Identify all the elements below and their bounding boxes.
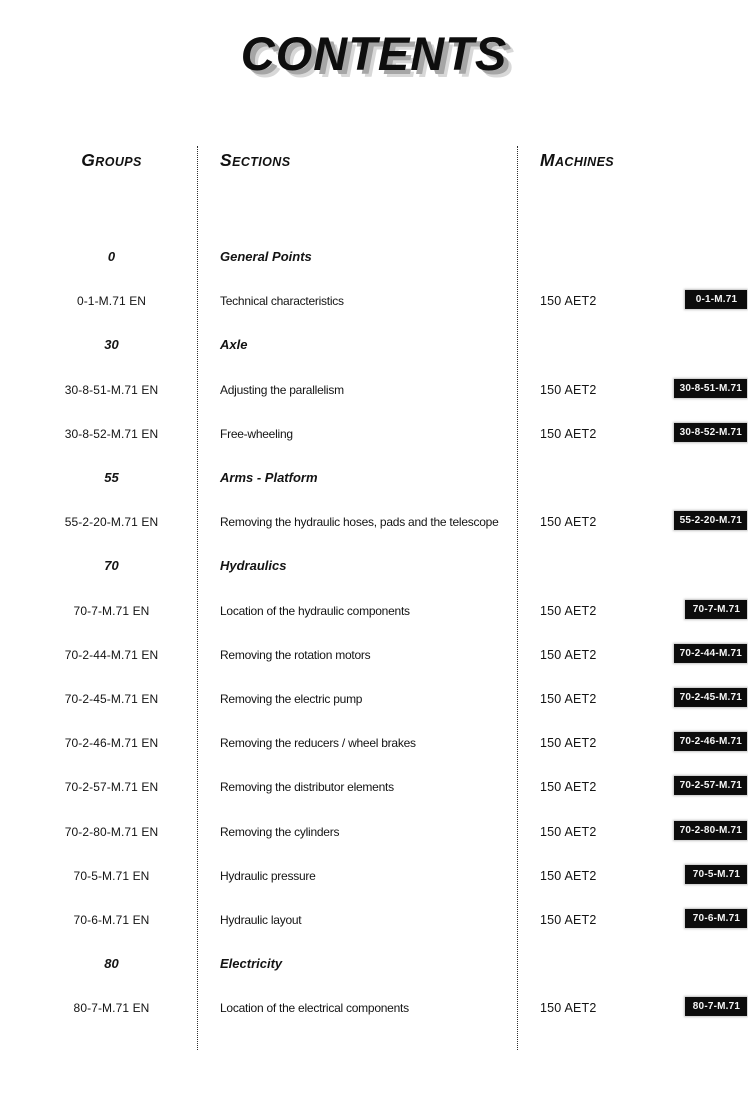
section-cell — [197, 778, 517, 796]
section-title: Removing the rotation motors — [220, 647, 371, 662]
group-code: 80-7-M.71 EN — [73, 1001, 150, 1016]
table-row — [0, 279, 748, 323]
header-machines-label: MACHINES — [540, 150, 615, 170]
machine-label: 150 AET2 — [540, 912, 597, 927]
table-row — [0, 854, 748, 898]
table-row — [0, 544, 748, 588]
group-cell — [0, 823, 197, 841]
machine-label: 150 AET2 — [540, 382, 597, 397]
section-cell — [197, 248, 517, 266]
group-cell — [0, 602, 197, 620]
section-title: Location of the hydraulic components — [220, 603, 410, 618]
group-cell — [0, 513, 197, 531]
group-code: 0-1-M.71 EN — [76, 294, 147, 309]
group-code: 30-8-51-M.71 EN — [64, 382, 159, 397]
index-tab: 70-2-57-M.71 — [674, 776, 747, 795]
section-cell — [197, 646, 517, 664]
section-title: General Points — [220, 249, 312, 265]
machine-label: 150 AET2 — [540, 1001, 597, 1016]
group-code: 55 — [104, 470, 119, 486]
section-cell — [197, 469, 517, 487]
table-row — [0, 500, 748, 544]
group-code: 80 — [104, 956, 119, 972]
index-tab: 70-2-44-M.71 — [674, 644, 747, 663]
group-code: 70-2-44-M.71 EN — [64, 647, 159, 662]
section-title: Axle — [220, 337, 248, 353]
index-tab: 70-2-80-M.71 — [674, 821, 747, 840]
table-row — [0, 765, 748, 809]
index-tab: 0-1-M.71 — [685, 290, 747, 309]
section-cell — [197, 425, 517, 443]
table-row — [0, 412, 748, 456]
header-cell-groups — [0, 150, 197, 171]
table-row — [0, 721, 748, 765]
table-row — [0, 677, 748, 721]
group-code: 0 — [107, 249, 116, 265]
header-cell-machines — [517, 150, 748, 171]
page-title-wrap — [0, 26, 748, 81]
machine-label: 150 AET2 — [540, 691, 597, 706]
section-cell — [197, 911, 517, 929]
group-cell — [0, 999, 197, 1017]
group-cell — [0, 336, 197, 354]
group-cell — [0, 292, 197, 310]
group-code: 30 — [104, 337, 119, 353]
section-title: Location of the electrical components — [220, 1001, 409, 1016]
index-tab: 55-2-20-M.71 — [674, 511, 747, 530]
group-cell — [0, 381, 197, 399]
group-code: 70-6-M.71 EN — [73, 912, 150, 927]
group-code: 30-8-52-M.71 EN — [64, 426, 159, 441]
group-code: 70 — [104, 558, 119, 574]
section-cell — [197, 955, 517, 973]
group-cell — [0, 646, 197, 664]
header-cell-sections — [197, 150, 517, 171]
group-cell — [0, 955, 197, 973]
section-title: Adjusting the parallelism — [220, 382, 344, 397]
group-cell — [0, 734, 197, 752]
group-code: 70-2-57-M.71 EN — [64, 780, 159, 795]
section-title: Technical characteristics — [220, 294, 344, 309]
section-cell — [197, 734, 517, 752]
group-cell — [0, 425, 197, 443]
machine-label: 150 AET2 — [540, 426, 597, 441]
index-tab: 80-7-M.71 — [685, 997, 747, 1016]
section-cell — [197, 381, 517, 399]
table-header-row — [0, 150, 748, 171]
section-title: Free-wheeling — [220, 426, 293, 441]
group-code: 70-2-80-M.71 EN — [64, 824, 159, 839]
group-cell — [0, 557, 197, 575]
contents-table — [0, 235, 748, 1030]
page-title: CONTENTS — [240, 27, 508, 80]
index-tab: 70-2-45-M.71 — [674, 688, 747, 707]
section-title: Removing the hydraulic hoses, pads and the telescope — [220, 515, 499, 530]
index-tab: 70-5-M.71 — [685, 865, 747, 884]
index-tab: 30-8-52-M.71 — [674, 423, 747, 442]
index-tab: 70-7-M.71 — [685, 600, 747, 619]
index-tab: 70-6-M.71 — [685, 909, 747, 928]
header-sections-label: SECTIONS — [220, 150, 291, 170]
table-row — [0, 898, 748, 942]
group-cell — [0, 867, 197, 885]
section-title: Arms - Platform — [220, 470, 318, 486]
section-cell — [197, 292, 517, 310]
section-title: Removing the distributor elements — [220, 780, 394, 795]
header-groups-label: GROUPS — [81, 150, 142, 170]
group-cell — [0, 248, 197, 266]
machine-label: 150 AET2 — [540, 736, 597, 751]
group-cell — [0, 690, 197, 708]
section-cell — [197, 336, 517, 354]
group-cell — [0, 778, 197, 796]
table-row — [0, 942, 748, 986]
machine-label: 150 AET2 — [540, 868, 597, 883]
table-row — [0, 633, 748, 677]
section-cell — [197, 690, 517, 708]
group-code: 70-7-M.71 EN — [73, 603, 150, 618]
section-cell — [197, 823, 517, 841]
section-title: Hydraulic pressure — [220, 868, 316, 883]
section-title: Electricity — [220, 956, 283, 972]
table-row — [0, 589, 748, 633]
section-title: Hydraulics — [220, 558, 287, 574]
machine-label: 150 AET2 — [540, 647, 597, 662]
section-cell — [197, 602, 517, 620]
group-code: 70-5-M.71 EN — [73, 868, 150, 883]
machine-label: 150 AET2 — [540, 294, 597, 309]
group-code: 55-2-20-M.71 EN — [64, 515, 159, 530]
index-tab: 30-8-51-M.71 — [674, 379, 747, 398]
table-row — [0, 986, 748, 1030]
table-row — [0, 323, 748, 367]
index-tab: 70-2-46-M.71 — [674, 732, 747, 751]
group-code: 70-2-46-M.71 EN — [64, 736, 159, 751]
group-cell — [0, 911, 197, 929]
group-cell — [0, 469, 197, 487]
machine-label: 150 AET2 — [540, 515, 597, 530]
section-title: Hydraulic layout — [220, 912, 302, 927]
machine-label: 150 AET2 — [540, 603, 597, 618]
table-row — [0, 368, 748, 412]
table-row — [0, 809, 748, 853]
section-cell — [197, 999, 517, 1017]
section-title: Removing the cylinders — [220, 824, 340, 839]
section-title: Removing the electric pump — [220, 691, 363, 706]
section-cell — [197, 557, 517, 575]
machine-label: 150 AET2 — [540, 824, 597, 839]
group-code: 70-2-45-M.71 EN — [64, 691, 159, 706]
table-row — [0, 235, 748, 279]
section-title: Removing the reducers / wheel brakes — [220, 736, 416, 751]
section-cell — [197, 867, 517, 885]
section-cell — [197, 513, 517, 531]
table-row — [0, 456, 748, 500]
machine-label: 150 AET2 — [540, 780, 597, 795]
